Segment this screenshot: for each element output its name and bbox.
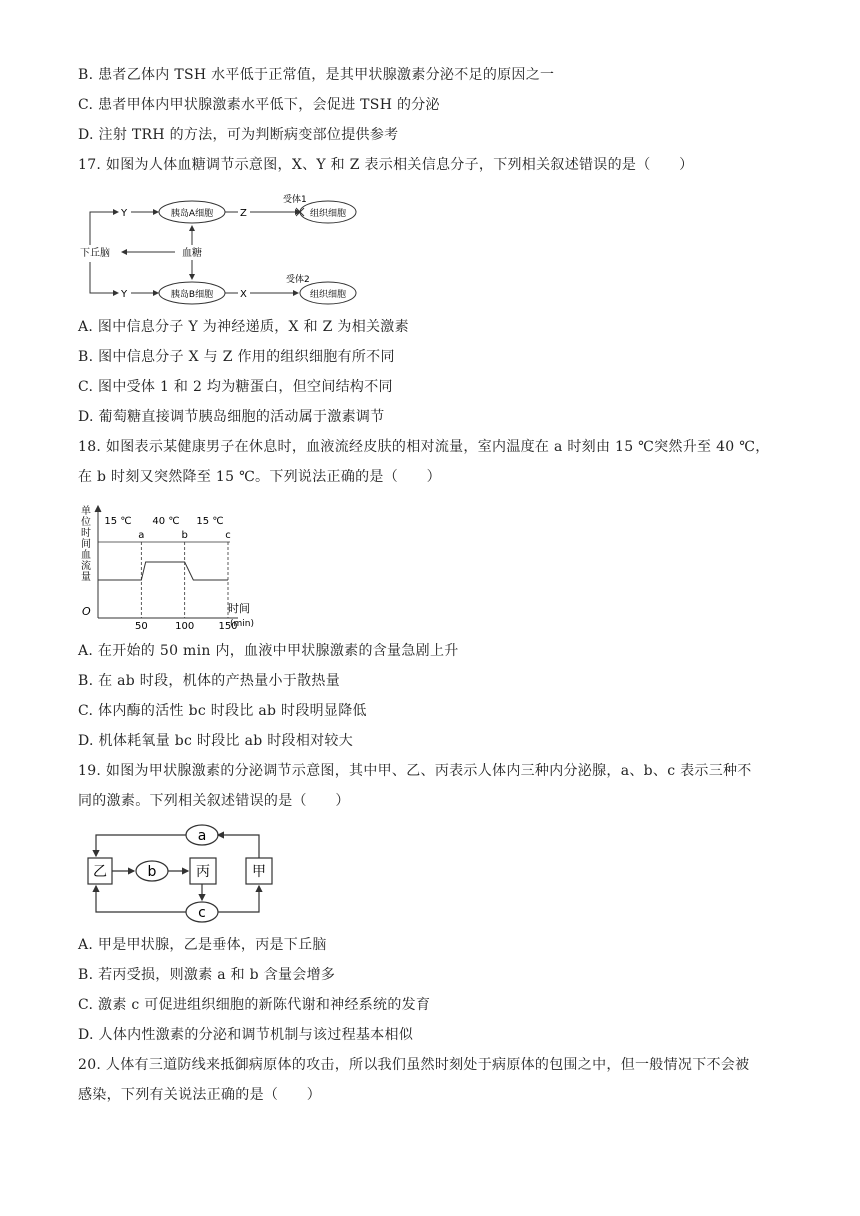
blood-flow-series-line [98,562,228,580]
blood-sugar-label: 血糖 [182,248,202,259]
hormone-b-label: b [147,864,157,880]
x-axis-unit: (min) [230,619,254,629]
q18-option-c: C. 体内酶的活性 bc 时段比 ab 时段明显降低 [78,703,367,719]
x-tick-label: 100 [175,621,195,630]
x-tick-label: 150 [218,621,238,630]
q20-stem-line2: 感染，下列有关说法正确的是（ ） [78,1087,322,1103]
gland-bing-label: 丙 [196,864,210,880]
x-tick-label: 50 [134,621,148,630]
q18-option-d: D. 机体耗氧量 bc 时段比 ab 时段相对较大 [78,733,354,749]
gland-jia-label: 甲 [252,864,266,880]
q19-option-d: D. 人体内性激素的分泌和调节机制与该过程基本相似 [78,1027,414,1043]
y-axis-label-char: 单 [81,506,91,517]
q19-stem-line2: 同的激素。下列相关叙述错误的是（ ） [78,793,350,809]
y-axis-label-char: 血 [81,550,91,561]
x-axis-label: 时间 [228,602,250,615]
time-point-label: b [181,530,188,541]
y-axis-label [81,504,91,583]
blood-flow-chart [78,500,278,630]
time-point-label: c [225,530,231,541]
q17-option-d: D. 葡萄糖直接调节胰岛细胞的活动属于激素调节 [78,409,385,425]
receptor1-label: 受体1 [283,195,307,205]
gland-yi-label: 乙 [93,864,107,880]
y-bottom-label: Y [121,289,128,300]
islet-a-cell-label: 胰岛A细胞 [170,209,214,219]
origin-label: O [82,605,91,618]
y-top-label: Y [121,208,128,219]
y-axis-label-char: 量 [81,572,91,583]
y-axis-label-char: 位 [81,517,91,528]
q17-option-c: C. 图中受体 1 和 2 均为糖蛋白，但空间结构不同 [78,379,393,395]
x-label: X [240,289,247,300]
q18-stem-line1: 18. 如图表示某健康男子在休息时，血液流经皮肤的相对流量，室内温度在 a 时刻由 15 ℃突然升至 40 ℃， [78,439,770,455]
y-axis-label-char: 时 [81,528,91,539]
y-axis-label-char: 间 [81,539,91,550]
thyroid-regulation-diagram [84,824,284,924]
q18-option-b: B. 在 ab 时段，机体的产热量小于散热量 [78,673,340,689]
q19-option-c: C. 激素 c 可促进组织细胞的新陈代谢和神经系统的发育 [78,997,431,1013]
z-label: Z [240,208,247,219]
temperature-label: 15 ℃ [196,516,224,527]
time-point-label: a [138,530,145,541]
q19-option-b: B. 若丙受损，则激素 a 和 b 含量会增多 [78,967,336,983]
q19-stem-line1: 19. 如图为甲状腺激素的分泌调节示意图，其中甲、乙、丙表示人体内三种内分泌腺，a、b、c 表示三种不 [78,763,752,779]
q18-stem-line2: 在 b 时刻又突然降至 15 ℃。下列说法正确的是（ ） [78,469,441,485]
temperature-label: 15 ℃ [104,516,132,527]
q16-option-c: C. 患者甲体内甲状腺激素水平低下，会促进 TSH 的分泌 [78,97,440,113]
q17-option-a: A. 图中信息分子 Y 为神经递质，X 和 Z 为相关激素 [78,319,409,335]
q20-stem-line1: 20. 人体有三道防线来抵御病原体的攻击，所以我们虽然时刻处于病原体的包围之中，但一般情况下不会被 [78,1057,750,1073]
blood-sugar-diagram [78,190,378,305]
hormone-a-label: a [197,828,207,844]
tissue-cell-top-label: 组织细胞 [309,209,347,219]
q19-option-a: A. 甲是甲状腺，乙是垂体，丙是下丘脑 [78,937,327,953]
hormone-c-label: c [198,905,206,921]
tissue-cell-bottom-label: 组织细胞 [309,290,347,300]
temperature-label: 40 ℃ [152,516,180,527]
q18-option-a: A. 在开始的 50 min 内，血液中甲状腺激素的含量急剧上升 [78,643,459,659]
q17-stem: 17. 如图为人体血糖调节示意图，X、Y 和 Z 表示相关信息分子，下列相关叙述错误的是（ ） [78,157,694,173]
q17-option-b: B. 图中信息分子 X 与 Z 作用的组织细胞有所不同 [78,349,395,365]
hypothalamus-label: 下丘脑 [80,248,110,259]
q16-option-b: B. 患者乙体内 TSH 水平低于正常值，是其甲状腺激素分泌不足的原因之一 [78,67,555,83]
q16-option-d: D. 注射 TRH 的方法，可为判断病变部位提供参考 [78,127,399,143]
islet-b-cell-label: 胰岛B细胞 [170,290,214,300]
y-axis-label-char: 流 [81,561,91,572]
receptor2-label: 受体2 [286,275,310,285]
